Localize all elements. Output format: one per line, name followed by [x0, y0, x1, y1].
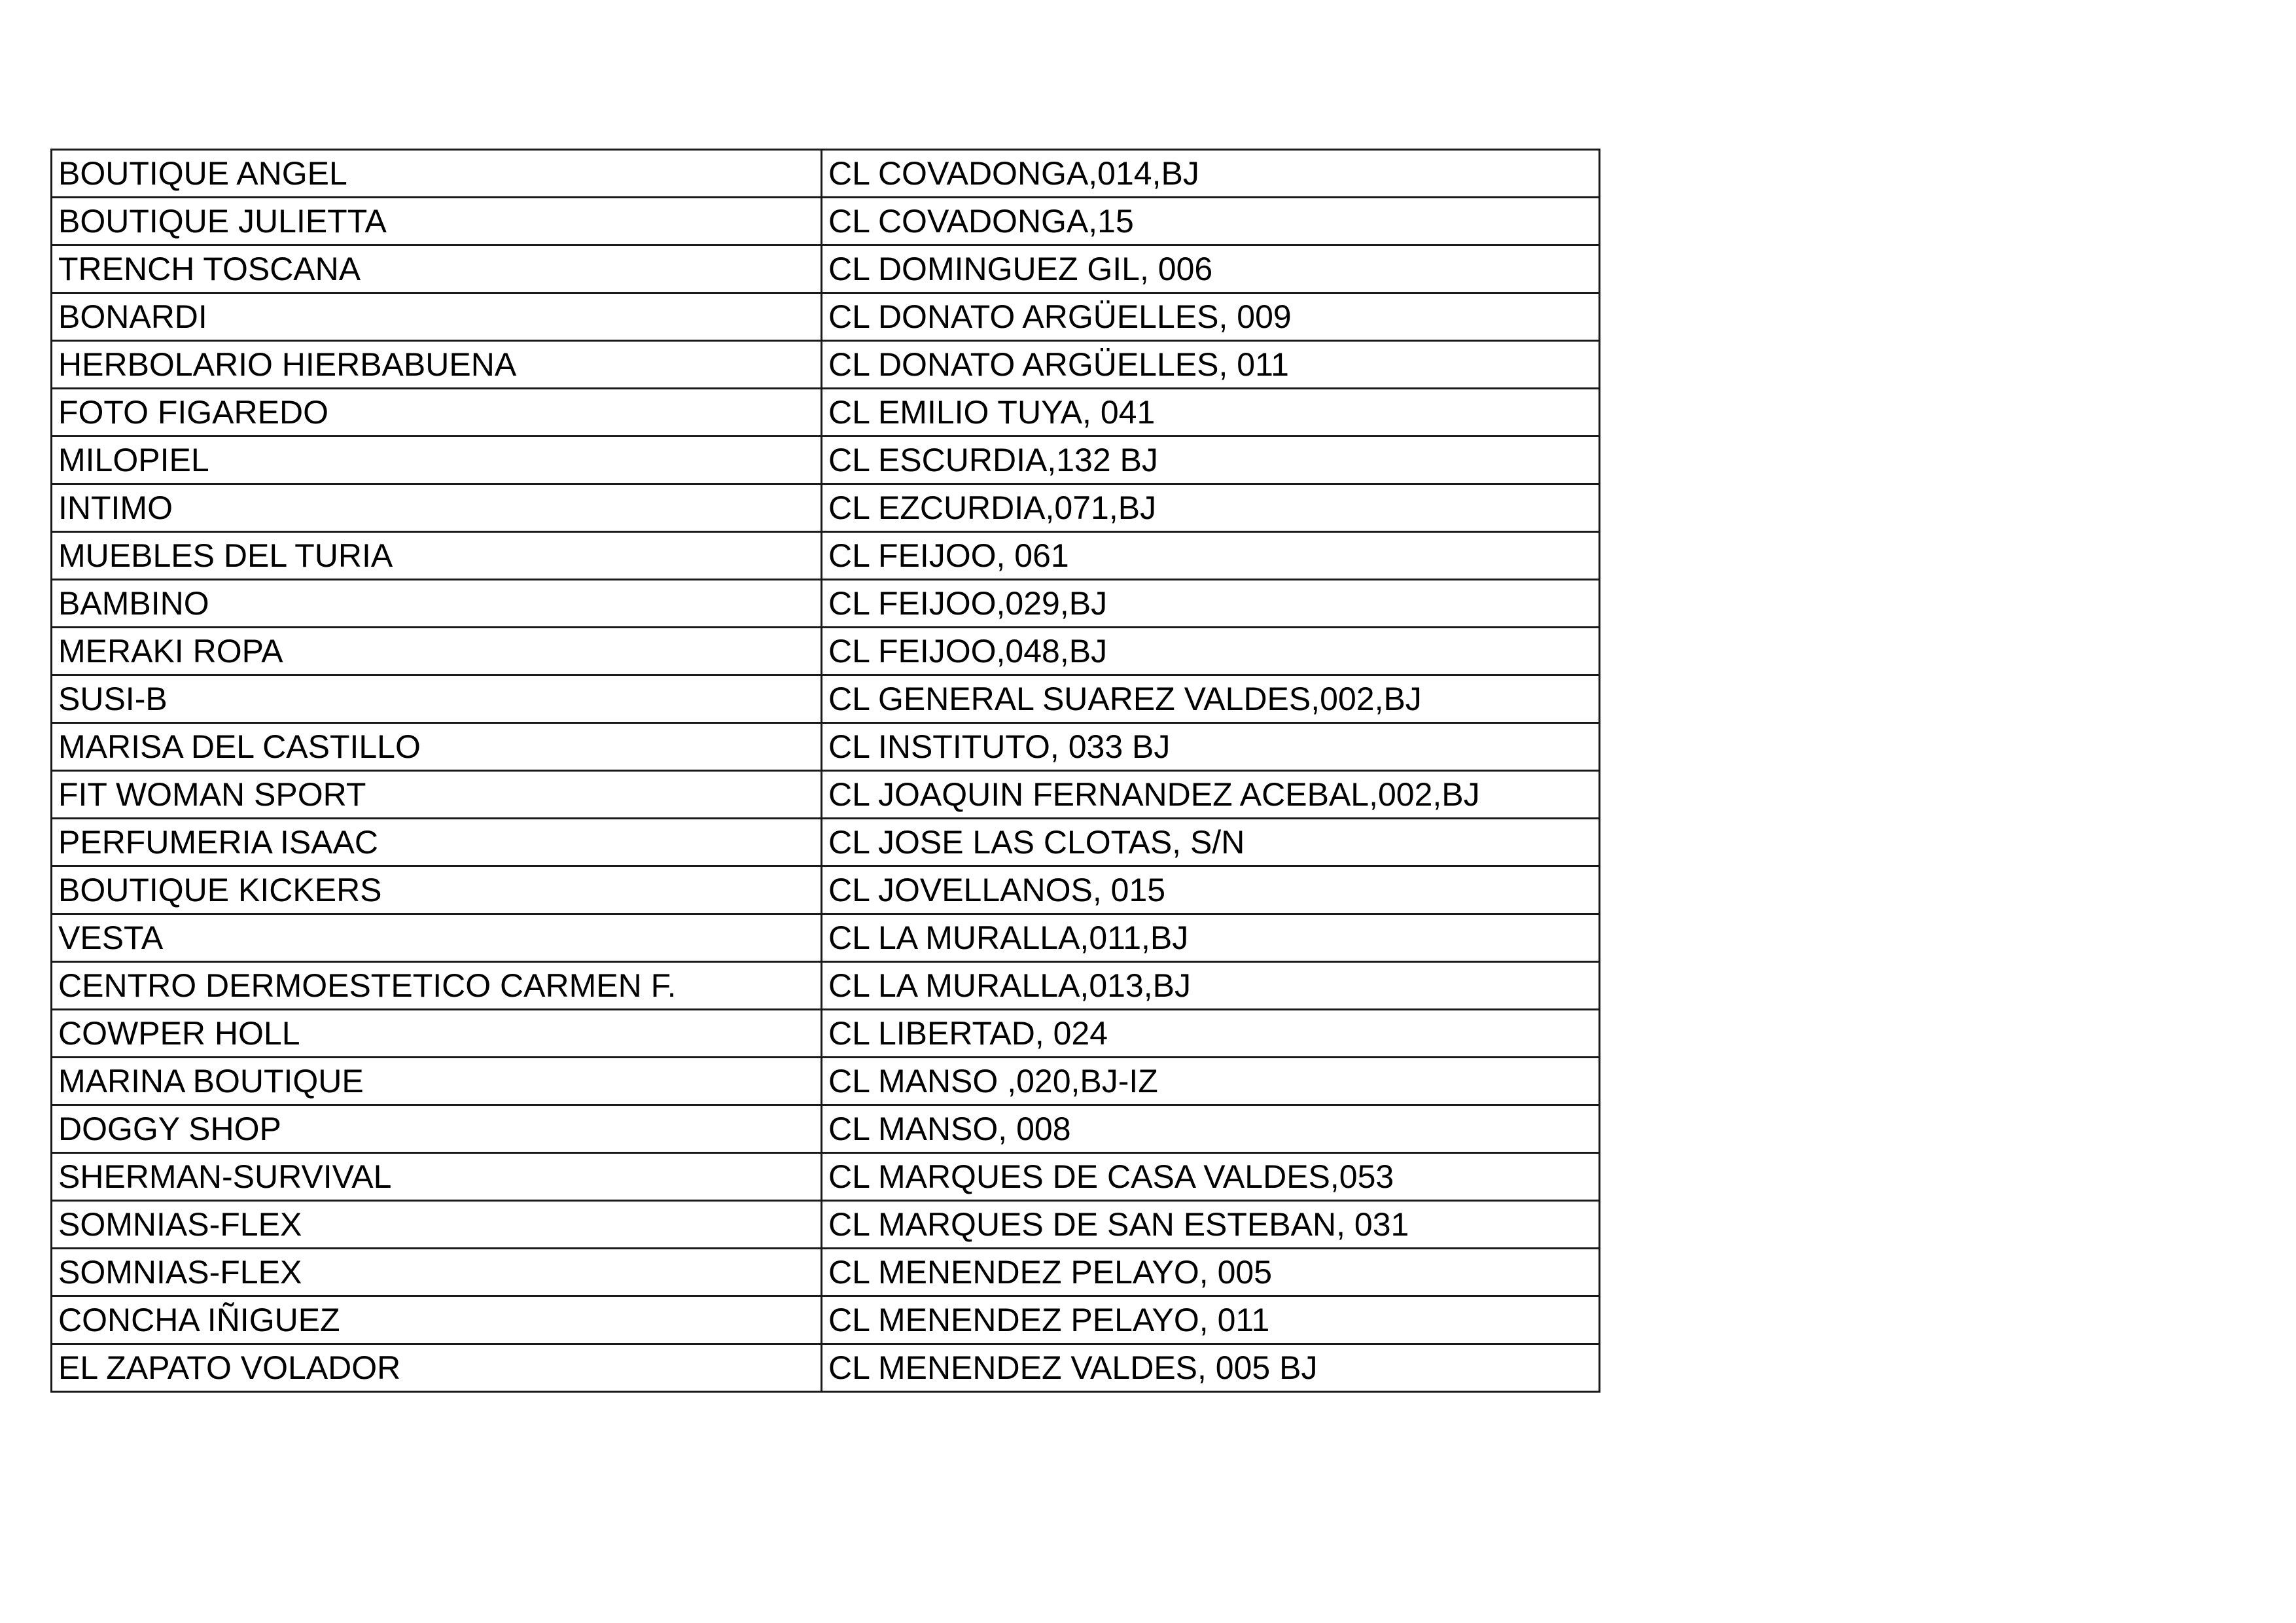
- table-row: [52, 437, 1600, 484]
- table-row: [52, 628, 1600, 675]
- shop-name-cell: MERAKI ROPA: [52, 628, 822, 675]
- shop-name-cell: MARINA BOUTIQUE: [52, 1058, 822, 1105]
- shop-name-cell: DOGGY SHOP: [52, 1105, 822, 1153]
- table-row: [52, 532, 1600, 580]
- table-row: [52, 819, 1600, 866]
- shop-name-cell: BAMBINO: [52, 580, 822, 628]
- shop-name-cell: INTIMO: [52, 484, 822, 532]
- table-row: [52, 1105, 1600, 1153]
- shop-address-table: [50, 149, 1600, 1393]
- shop-name-cell: TRENCH TOSCANA: [52, 245, 822, 293]
- shop-name-cell: PERFUMERIA ISAAC: [52, 819, 822, 866]
- table-row: [52, 771, 1600, 819]
- shop-name-cell: BOUTIQUE KICKERS: [52, 866, 822, 914]
- shop-address-cell: CL JOVELLANOS, 015: [822, 866, 1600, 914]
- shop-name-cell: SHERMAN-SURVIVAL: [52, 1153, 822, 1201]
- shop-name-cell: CENTRO DERMOESTETICO CARMEN F.: [52, 962, 822, 1010]
- table-row: [52, 150, 1600, 198]
- shop-address-cell: CL DONATO ARGÜELLES, 011: [822, 341, 1600, 389]
- shop-address-cell: CL JOAQUIN FERNANDEZ ACEBAL,002,BJ: [822, 771, 1600, 819]
- shop-address-cell: CL MENENDEZ PELAYO, 005: [822, 1249, 1600, 1296]
- shop-name-cell: EL ZAPATO VOLADOR: [52, 1344, 822, 1392]
- table-row: [52, 580, 1600, 628]
- table-row: [52, 866, 1600, 914]
- shop-name-cell: MILOPIEL: [52, 437, 822, 484]
- table-row: [52, 293, 1600, 341]
- table-row: [52, 1201, 1600, 1249]
- shop-name-cell: BOUTIQUE JULIETTA: [52, 198, 822, 245]
- shop-address-cell: CL MARQUES DE SAN ESTEBAN, 031: [822, 1201, 1600, 1249]
- shop-address-cell: CL LIBERTAD, 024: [822, 1010, 1600, 1058]
- shop-address-cell: CL MANSO, 008: [822, 1105, 1600, 1153]
- table-row: [52, 1010, 1600, 1058]
- shop-address-cell: CL MANSO ,020,BJ-IZ: [822, 1058, 1600, 1105]
- table-row: [52, 1058, 1600, 1105]
- shop-address-cell: CL ESCURDIA,132 BJ: [822, 437, 1600, 484]
- shop-address-cell: CL EZCURDIA,071,BJ: [822, 484, 1600, 532]
- shop-name-cell: VESTA: [52, 914, 822, 962]
- shop-address-cell: CL DOMINGUEZ GIL, 006: [822, 245, 1600, 293]
- shop-name-cell: SOMNIAS-FLEX: [52, 1249, 822, 1296]
- shop-address-cell: CL COVADONGA,15: [822, 198, 1600, 245]
- shop-name-cell: FIT WOMAN SPORT: [52, 771, 822, 819]
- shop-address-cell: CL FEIJOO,029,BJ: [822, 580, 1600, 628]
- table-row: [52, 1296, 1600, 1344]
- table-row: [52, 675, 1600, 723]
- table-row: [52, 341, 1600, 389]
- shop-address-cell: CL MENENDEZ VALDES, 005 BJ: [822, 1344, 1600, 1392]
- shop-address-cell: CL COVADONGA,014,BJ: [822, 150, 1600, 198]
- table-row: [52, 389, 1600, 437]
- shop-address-cell: CL MENENDEZ PELAYO, 011: [822, 1296, 1600, 1344]
- shop-name-cell: MUEBLES DEL TURIA: [52, 532, 822, 580]
- shop-address-cell: CL EMILIO TUYA, 041: [822, 389, 1600, 437]
- shop-name-cell: SUSI-B: [52, 675, 822, 723]
- table-row: [52, 245, 1600, 293]
- shop-address-cell: CL GENERAL SUAREZ VALDES,002,BJ: [822, 675, 1600, 723]
- shop-name-cell: BOUTIQUE ANGEL: [52, 150, 822, 198]
- shop-address-cell: CL DONATO ARGÜELLES, 009: [822, 293, 1600, 341]
- shop-name-cell: CONCHA IÑIGUEZ: [52, 1296, 822, 1344]
- table-row: [52, 484, 1600, 532]
- table-body: [52, 150, 1600, 1392]
- shop-name-cell: FOTO FIGAREDO: [52, 389, 822, 437]
- shop-name-cell: SOMNIAS-FLEX: [52, 1201, 822, 1249]
- table-row: [52, 1249, 1600, 1296]
- shop-address-cell: CL LA MURALLA,011,BJ: [822, 914, 1600, 962]
- table-row: [52, 1153, 1600, 1201]
- shop-name-cell: COWPER HOLL: [52, 1010, 822, 1058]
- shop-address-cell: CL FEIJOO, 061: [822, 532, 1600, 580]
- shop-address-cell: CL FEIJOO,048,BJ: [822, 628, 1600, 675]
- table-row: [52, 198, 1600, 245]
- shop-address-cell: CL LA MURALLA,013,BJ: [822, 962, 1600, 1010]
- shop-name-cell: HERBOLARIO HIERBABUENA: [52, 341, 822, 389]
- shop-address-cell: CL JOSE LAS CLOTAS, S/N: [822, 819, 1600, 866]
- table-row: [52, 914, 1600, 962]
- shop-name-cell: BONARDI: [52, 293, 822, 341]
- table-row: [52, 723, 1600, 771]
- shop-address-cell: CL INSTITUTO, 033 BJ: [822, 723, 1600, 771]
- shop-name-cell: MARISA DEL CASTILLO: [52, 723, 822, 771]
- table-row: [52, 962, 1600, 1010]
- table-row: [52, 1344, 1600, 1392]
- shop-address-cell: CL MARQUES DE CASA VALDES,053: [822, 1153, 1600, 1201]
